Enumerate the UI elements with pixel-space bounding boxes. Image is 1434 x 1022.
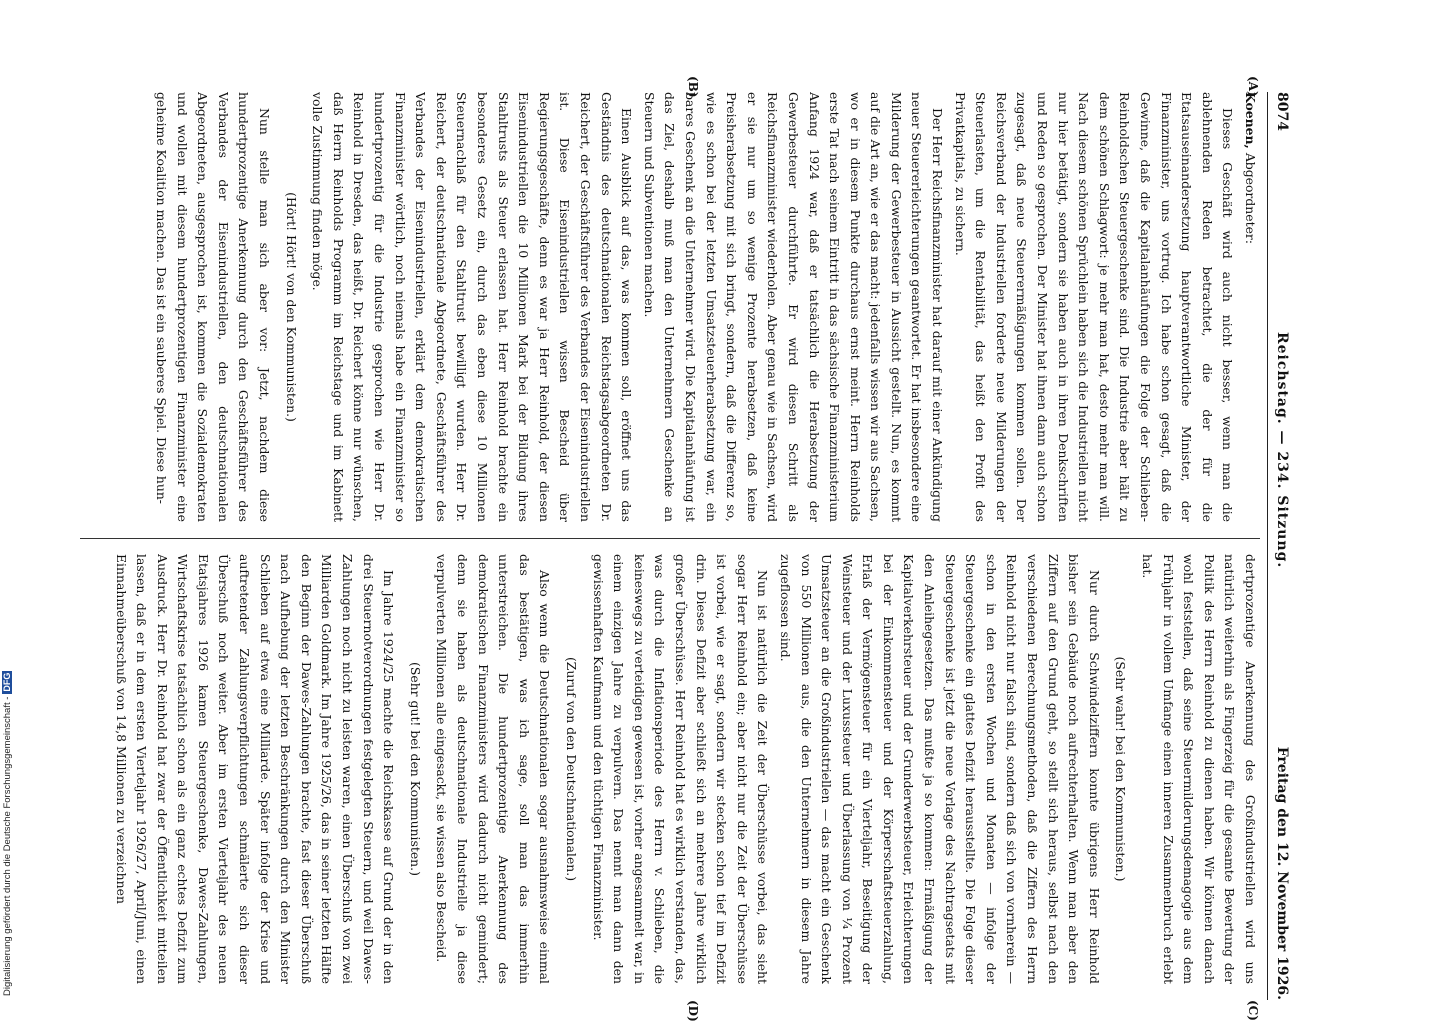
dfg-logo: DFG [2,672,12,692]
page-header [1267,92,1292,1000]
speaker-role: Abgeordneter: [1243,152,1258,244]
credit-text: Digitalisierung gefördert durch die Deutsche Forschungsgemeinschaft - [2,696,13,996]
paragraph: Nun ist natürlich die Zeit der Überschüsse vorbei, das sieht sogar Herr Reinhold ein; aber nicht nur die Zeit der Überschüsse ist vorbei, wie er sagt, sondern wir stecken schon tief im Defizit drin. Dieses Defizit aber schließt sich an mehrere Jahre wirklich großer Überschüsse. Herr Reinhold hat es wirklich verstanden, das, was durch die Inflationsperiode des Herrn v. Schlieben, die keineswegs zu verteidigen gewesen ist, vorher angesammelt war, in einem einzigen Jahre zu verpulvern. Das nennt man dann den gewissenhaften Kaufmann und den tüchtigen Finanzminister. [590,554,771,984]
margin-marker-a: (A) [1246,76,1260,97]
column-left [80,92,1260,522]
paragraph: Der Herr Reichsfinanzminister hat darauf mit einer Ankündigung neuer Steuererleichterungen geantwortet. Er hat insbesondere eine Milderung der Gewerbesteuer in Aussicht gestellt. Nun, es kommt auf die Art an, wie er das macht: jedenfalls wissen wir aus Sachsen, wo er in diesem Punkte durchaus ernst meint. Herrn Reinholds erste Tat nach seinem Eintritt in das sächsische Finanzministerium Anfang 1924 war, daß er tatsächlich die Herabsetzung der Gewerbesteuer durchführte. Er wird diesen Schritt als Reichsfinanzminister wiederholen. Aber genau wie in Sachsen, wird er sie nur um so wenige Prozente herabsetzen, daß keine Preisherabsetzung mit sich bringt, sondern, daß die Differenz so, wie es schon bei der letzten Umsatzsteuerherabsetzung war, ein bares Geschenk an die Unternehmer wird. Die Kapitalanhäufung ist das Ziel, deshalb muß man den Unternehmern Geschenke an Steuern und Subventionen machen. [641,92,946,522]
funding-credit [2,616,16,996]
paragraph: Nun stelle man sich aber vor: Jetzt, nachdem diese hundertprozentige Anerkennung durch den Geschäftsführer des Verbandes der Eisenindustriellen, den deutschnationalen Abgeordneten, ausgesprochen ist, kommen die Sozialdemokraten und wollen mit diesem hundertprozentigen Finanzminister eine geheime Koalition machen. Das ist ein sauberes Spiel. Diese hun- [154,92,273,522]
session-title: Reichstag. — 234. Sitzung. [1274,332,1290,569]
column-right [80,554,1260,984]
column-divider [80,538,1260,539]
interjection: (Sehr wahr! bei den Kommunisten.) [1113,656,1129,882]
speaker-line [1239,92,1260,522]
paragraph: Also wenn die Deutschnationalen sogar ausnahmsweise einmal das bestätigen, was ich sage, soll man das immerhin unterstreichen. Die hundertprozentige Anerkennung des demokratischen Finanzministers wird dadurch nicht gemindert; denn sie haben als deutschnationale Industrielle ja diese verpulverten Millionen alle eingesackt, sie wissen also Bescheid. [434,554,553,984]
page-number: 8074 [1274,92,1290,131]
paragraph: Im Jahre 1924/25 machte die Reichskasse auf Grund der in den drei Steuernotverordnungen festgelegten Steuern, und weil Dawes-Zahlungen noch nicht zu leisten waren, einen Überschuß von zwei Milliarden Goldmark. Im Jahre 1925/26, das in seiner letzten Hälfte den Beginn der Dawes-Zahlungen brachte, fast dieser Überschuß nach Aufhebung der letzten Beschränkungen durch den Minister Schlieben auf etwa eine Milliarde. Später infolge der Krise und auftretender Zahlungsverpflichtungen schmälerte sich dieser Überschuß noch weiter. Aber im ersten Vierteljahr des neuen Etatsjahres 1926 kamen Steuergeschenke, Dawes-Zahlungen, Wirtschaftskrise tatsächlich schon als ein ganz echtes Defizit zum Ausdruck. Herr Dr. Reinhold hat zwar der Öffentlichkeit mitteilen lassen, daß er in dem ersten Vierteljahr 1926/27, April/Juni, einen Einnahmeüberschuß von 14,8 Millionen zu verzeichnen [113,554,397,984]
interjection: (Sehr gut! bei den Kommunisten.) [407,662,423,876]
margin-marker-d: (D) [686,1000,700,1022]
paragraph: dertprozentige Anerkennung des Großindustriellen wird uns natürlich weiterhin als Fingerzeig für die gesamte Bewertung der Politik des Herrn Reinhold zu dienen haben. Wir können danach wohl feststellen, daß seine Steuermilderungsdemagogie aus dem Frühjahr in vollem Umfange einen inneren Zusammenbruch erlebt hat. [1140,554,1258,984]
speaker-name: Koenen, [1243,92,1258,149]
scanned-page [60,76,1300,1022]
interjection: (Hört! Hört! von den Kommunisten.) [283,192,299,422]
paragraph: Einen Ausblick auf das, was kommen soll, eröffnet uns das Geständnis des deutschnationalen Reichstagsabgeordneten Dr. Reichert, der Geschäftsführer des Verbandes der Eisenindustriellen ist. Diese Eisenindustriellen wissen Bescheid über Regierungsgeschäfte, denn es war ja Herr Reinhold, der diesen Eisenindustriellen die 10 Millionen Mark bei der Bildung ihres Stahltrusts als Steuer erlassen hat. Herr Reinhold brachte ein besonderes Gesetz ein, durch das eben diese 10 Millionen Steuernachlaß für den Stahltrust bewilligt wurden. Herr Dr. Reichert, der deutschnationale Abgeordnete, Geschäftsführer des Verbandes der Eisenindustriellen, erklärt dem demokratischen Finanzminister wörtlich, noch niemals habe ein Finanzminister so hundertprozentig für die Industrie gesprochen wie Herr Dr. Reinhold in Dresden, das heißt, Dr. Reichert könne nur wünschen, daß Herrn Reinholds Programm im Reichstage und im Kabinett volle Zustimmung finden möge. [310,92,635,522]
paragraph: Nur durch Schwindelziffern konnte übrigens Herr Reinhold bisher sein Gebäude noch aufrechterhalten. Wenn man aber den Ziffern auf den Grund geht, so stellt sich heraus, selbst nach den verschiedenen Berechnungsmethoden, daß die Ziffern des Herrn Reinhold nicht nur falsch sind, sondern daß sich von vornherein — schon in den ersten Wochen und Monaten — infolge der Steuergeschenke ein glattes Defizit herausstellte. Die Folge dieser Steuergeschenke ist jetzt die neue Vorlage des Nachtragsetats mit den Anleihegesetzen. Das mußte ja so kommen: Ermäßigung der Kapitalverkehrsteuer und der Grunderwerbsteuer, Erleichterungen bei der Einkommensteuer und der Körperschaftsteuerzahlung, Erlaß der Vermögensteuer für ein Vierteljahr, Beseitigung der Weinsteuer und der Luxussteuer und Überlassung von ¼ Prozent Umsatzsteuer an die Großindustriellen — das macht ein Geschenk von 550 Millionen aus, die den Unternehmern in diesem Jahre zugeflossen sind. [777,554,1102,984]
paragraph: Dieses Geschäft wird auch nicht besser, wenn man die ablehnenden Reden betrachtet, die der für die Etatsauseinandersetzung hauptverantwortliche Minister, der Finanzminister, uns vortrug. Ich habe schon gesagt, daß die Gewinne, daß die Kapitalanhäufungen die Folge der Schlieben-Reinholdschen Steuergeschenke sind. Die Industrie aber hält zu dem schönen Schlagwort: je mehr man hat, desto mehr man will. Nach diesem schönen Sprüchlein haben sich die Industriellen nicht nur hier betätigt, sondern sie haben auch in ihren Denkschriften und Reden so gesprochen. Der Minister hat ihnen dann auch schon zugesagt, daß neue Steuerermäßigungen kommen sollen. Der Reichsverband der Industriellen forderte neue Milderungen der Steuerlasten, um die Rentabilität, das heißt den Profit des Privatkapitals, zu sichern. [952,92,1236,522]
interjection: (Zuruf von den Deutschnationalen.) [564,656,579,882]
margin-marker-b: (B) [686,76,700,98]
margin-marker-c: (C) [1246,1000,1260,1021]
session-date: Freitag den 12. November 1926. [1274,746,1290,1000]
